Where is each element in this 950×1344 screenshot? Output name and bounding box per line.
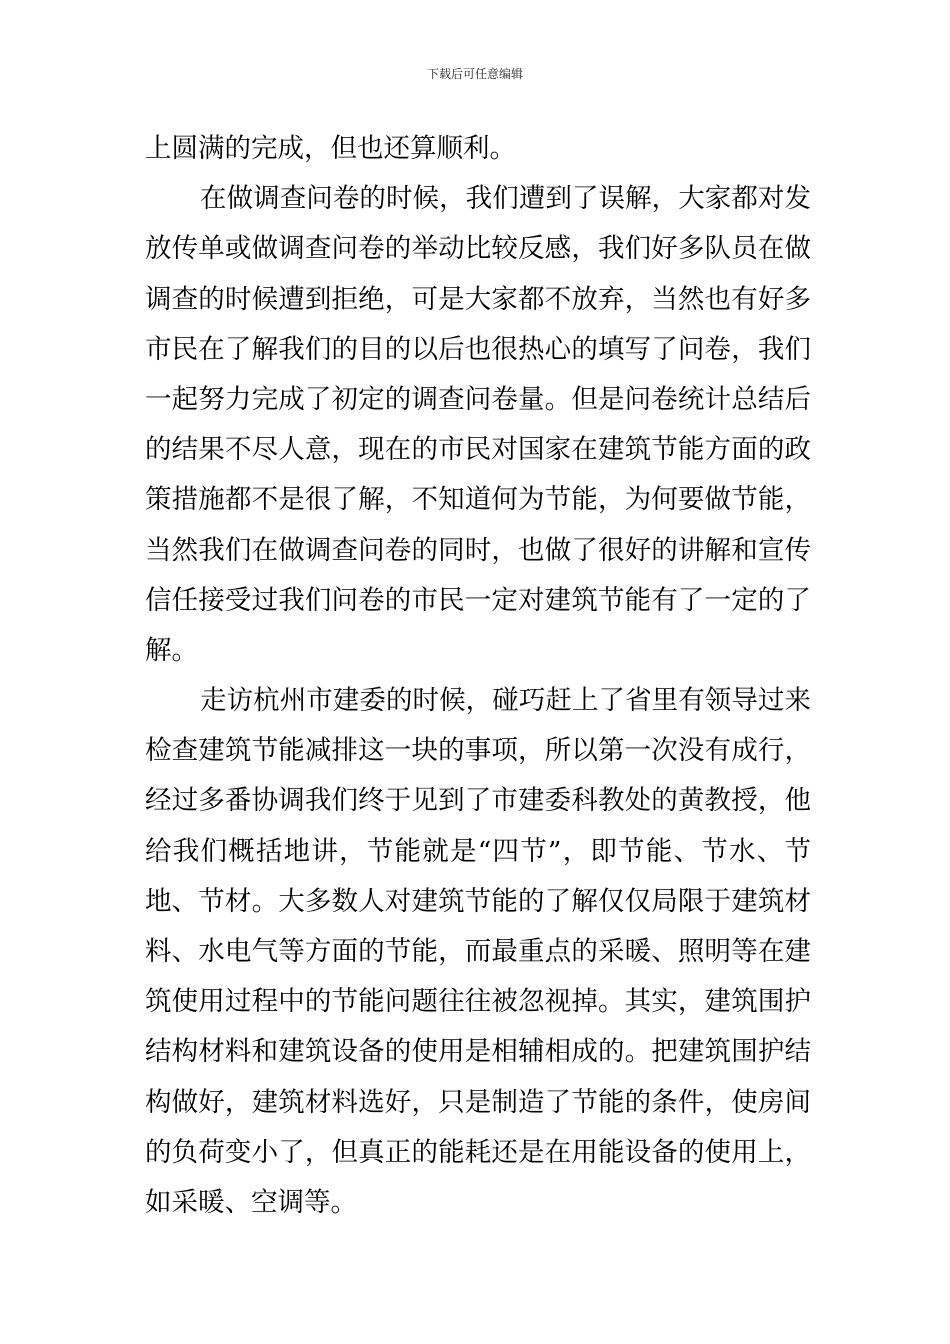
text-line: 给我们概括地讲，节能就是“四节”，即节能、节水、节 bbox=[145, 835, 811, 867]
text-line: 检查建筑节能减排这一块的事项，所以第一次没有成行， bbox=[145, 735, 811, 767]
text-line: 的负荷变小了，但真正的能耗还是在用能设备的使用上， bbox=[145, 1136, 811, 1168]
text-line: 解。 bbox=[145, 634, 198, 666]
text-line: 料、水电气等方面的节能，而最重点的采暖、照明等在建 bbox=[145, 936, 811, 967]
paragraph-first-line: 在做调查问卷的时候，我们遭到了误解，大家都对发 bbox=[200, 183, 811, 215]
text-line: 市民在了解我们的目的以后也很热心的填写了问卷，我们 bbox=[145, 333, 811, 365]
text-line: 构做好，建筑材料选好，只是制造了节能的条件，使房间 bbox=[145, 1086, 811, 1118]
text-line: 信任接受过我们问卷的市民一定对建筑节能有了一定的了 bbox=[145, 584, 811, 616]
text-line: 的结果不尽人意，现在的市民对国家在建筑节能方面的政 bbox=[145, 434, 811, 466]
text-line: 地、节材。大多数人对建筑节能的了解仅仅局限于建筑材 bbox=[145, 885, 811, 917]
text-line: 调查的时候遭到拒绝，可是大家都不放弃，当然也有好多 bbox=[145, 283, 811, 315]
page-header: 下载后可任意编辑 bbox=[426, 67, 523, 81]
text-line: 上圆满的完成，但也还算顺利。 bbox=[145, 133, 516, 164]
text-line: 筑使用过程中的节能问题往往被忽视掉。其实，建筑围护 bbox=[145, 986, 811, 1018]
text-line: 放传单或做调查问卷的举动比较反感，我们好多队员在做 bbox=[145, 233, 811, 265]
paragraph-first-line: 走访杭州市建委的时候，碰巧赶上了省里有领导过来 bbox=[200, 685, 811, 717]
text-line: 如采暖、空调等。 bbox=[145, 1186, 357, 1218]
text-line: 经过多番协调我们终于见到了市建委科教处的黄教授，他 bbox=[145, 785, 811, 817]
text-line: 结构材料和建筑设备的使用是相辅相成的。把建筑围护结 bbox=[145, 1036, 811, 1068]
text-line: 策措施都不是很了解，不知道何为节能，为何要做节能， bbox=[145, 484, 811, 516]
text-line: 当然我们在做调查问卷的同时，也做了很好的讲解和宣传 bbox=[145, 534, 811, 566]
text-line: 一起努力完成了初定的调查问卷量。但是问卷统计总结后 bbox=[145, 383, 811, 415]
body-text bbox=[145, 124, 811, 1228]
